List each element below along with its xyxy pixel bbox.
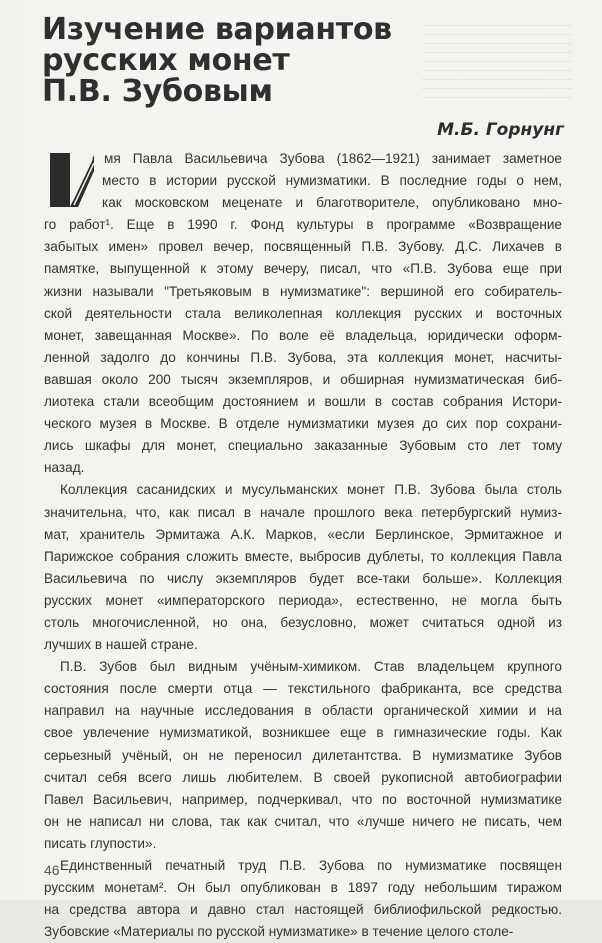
body-text-line: П.В. Зубов был видным учёным-химиком. Став владельцем крупного [60, 659, 562, 675]
body-text-line: забытых имен» провел вечер, посвященный П.В. Зубову. Д.С. Лихачев в [44, 239, 562, 255]
body-text-line: мя Павла Васильевича Зубова (1862—1921) занимает заметное [104, 151, 562, 166]
body-text-line: Павел Васильевич, например, подчеркивал, что по восточной нумизматике [44, 791, 562, 807]
body-text-line: Парижское собрания сложить вместе, выбросив дублеты, то коллекция Павла [44, 548, 562, 564]
body-text-line: вавшая около 200 тысяч экземпляров, и обширная нумизматическая биб- [44, 371, 562, 387]
body-text-line: Единственный печатный труд П.В. Зубова по нумизматике посвящен [60, 858, 562, 873]
body-text-line: русским монетам². Он был опубликован в 1897 году небольшим тиражом [44, 880, 562, 896]
title-line-2: русских монет [42, 43, 290, 78]
article-title [42, 14, 522, 107]
body-text-line: значительна, что, как писал в начале прошлого века петербургский нумиз- [44, 504, 562, 520]
page-number: 46 [44, 862, 60, 878]
body-text-line: свое увлечение нумизматикой, возникшее еще в гимназические годы. Как [44, 725, 562, 741]
body-text-line: жизни называли "Третьяковым в нумизматике": вершиной его собиратель- [44, 283, 562, 299]
body-text-line: Васильевича по числу экземпляров будет все-таки больше». Коллекция [44, 570, 562, 586]
body-text-line: состояния после смерти отца — текстильного фабриканта, все средства [44, 681, 562, 697]
body-text-line: направил на научные исследования в области органической химии и на [44, 703, 562, 719]
article-author: М.Б. Горнунг [437, 120, 564, 140]
body-text-line: ленной задолго до кончины П.В. Зубова, эта коллекция монет, насчиты- [44, 349, 562, 365]
body-text-line: назад. [44, 460, 85, 476]
body-text-line: монет, завещанная Москве». По воле её владельца, юридически оформ- [44, 327, 562, 343]
title-line-1: Изучение вариантов [42, 12, 392, 47]
body-text-line: лись шкафы для монет, специально заказанные Зубовым сто лет тому [44, 438, 562, 454]
body-text-line: мат, хранитель Эрмитажа А.К. Марков, «если Берлинское, Эрмитажное и [44, 526, 562, 542]
body-text-line: считал себя всего лишь любителем. В своей рукописной автобиографии [44, 769, 562, 785]
body-text-line: столь многочисленной, но она, безусловно, может считаться одной из [44, 614, 562, 630]
body-text-line: он не написал ни слова, так как считал, что «лучше ничего не писать, чем [44, 813, 562, 829]
body-text-line: место в истории русской нумизматики. В последние годы о нем, [102, 173, 562, 189]
body-text-line: го работ¹. Еще в 1990 г. Фонд культуры в программе «Возвращение [44, 217, 562, 233]
body-text-line: ской деятельности стала великолепная коллекция русских и восточных [44, 305, 562, 321]
body-text-line: ческого музея в Москве. В отделе нумизматики музея до сих пор сохрани- [44, 416, 562, 432]
body-text-line: лиотека стали всеобщим достоянием и вошли в состав собрания Истори- [44, 394, 562, 410]
body-text-line: на средства автора и давно стал настоящей библиофильской редкостью. [44, 902, 562, 918]
body-text-line: серьезный учёный, он не переносил дилетантства. В нумизматике Зубов [44, 747, 562, 763]
article-body [44, 148, 562, 943]
body-text-line: Зубовские «Материалы по русской нумизматике» в течение целого столе- [44, 924, 514, 940]
body-text-line: писать глупости». [44, 835, 157, 851]
body-text-line: как московском меценате и благотворителе, опубликовано мно- [102, 195, 562, 211]
body-text-line: лучших в нашей стране. [44, 637, 198, 653]
body-text-line: памятке, выпущенной к этому вечеру, писал, что «П.В. Зубова еще при [44, 261, 562, 277]
body-text-line: Коллекция сасанидских и мусульманских монет П.В. Зубова была столь [60, 482, 562, 498]
title-line-3: П.В. Зубовым [42, 74, 273, 109]
body-text-line: русских монет «императорского периода», естественно, не могла быть [44, 592, 562, 608]
